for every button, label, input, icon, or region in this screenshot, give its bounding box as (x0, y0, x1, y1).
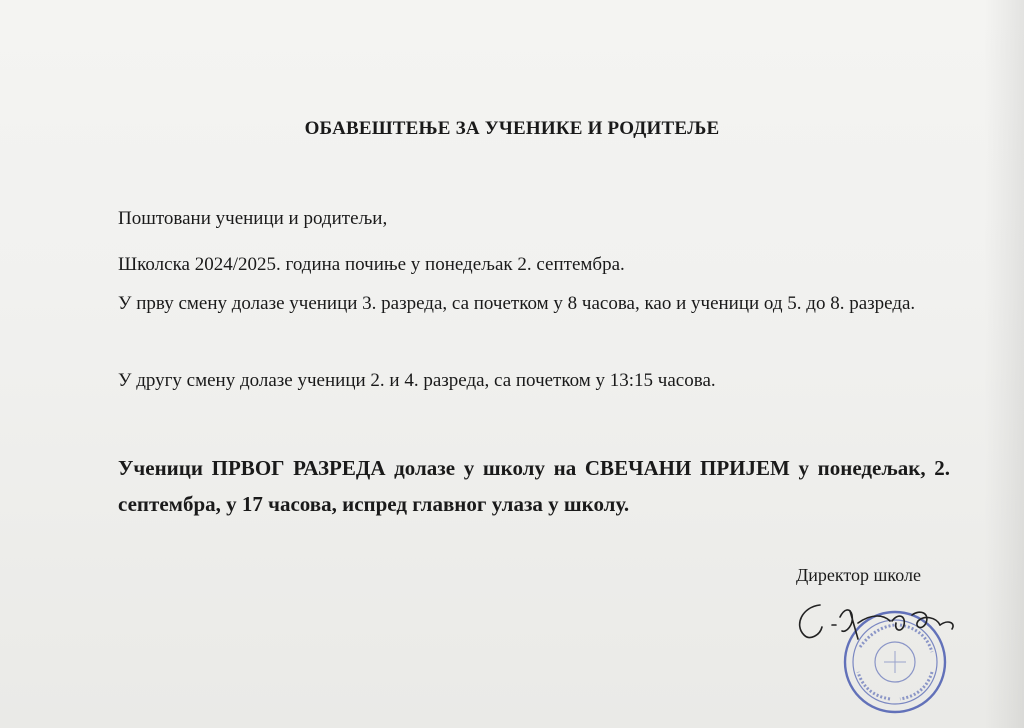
first-grade-paragraph: Ученици ПРВОГ РАЗРЕДА долазе у школу на СВЕЧАНИ ПРИЈЕМ у понедељак, 2. септембра, у 17 часова, испред главног улаза у школу. (118, 456, 950, 516)
first-shift-paragraph: У прву смену долазе ученици 3. разреда, са почетком у 8 часова, као и ученици од 5. до 8. разреда. (118, 293, 916, 314)
notice-title: ОБАВЕШТЕЊЕ ЗА УЧЕНИКЕ И РОДИТЕЉЕ (304, 118, 720, 139)
greeting-paragraph: Поштовани ученици и родитељи, (118, 208, 388, 229)
signature-title: Директор школе (796, 565, 921, 585)
handwritten-signature-icon (780, 595, 980, 645)
school-year-paragraph: Школска 2024/2025. година почиње у понедељак 2. септембра. (118, 254, 625, 275)
signature-block (780, 565, 1000, 725)
second-shift-paragraph: У другу смену долазе ученици 2. и 4. разреда, са почетком у 13:15 часова. (118, 370, 716, 391)
